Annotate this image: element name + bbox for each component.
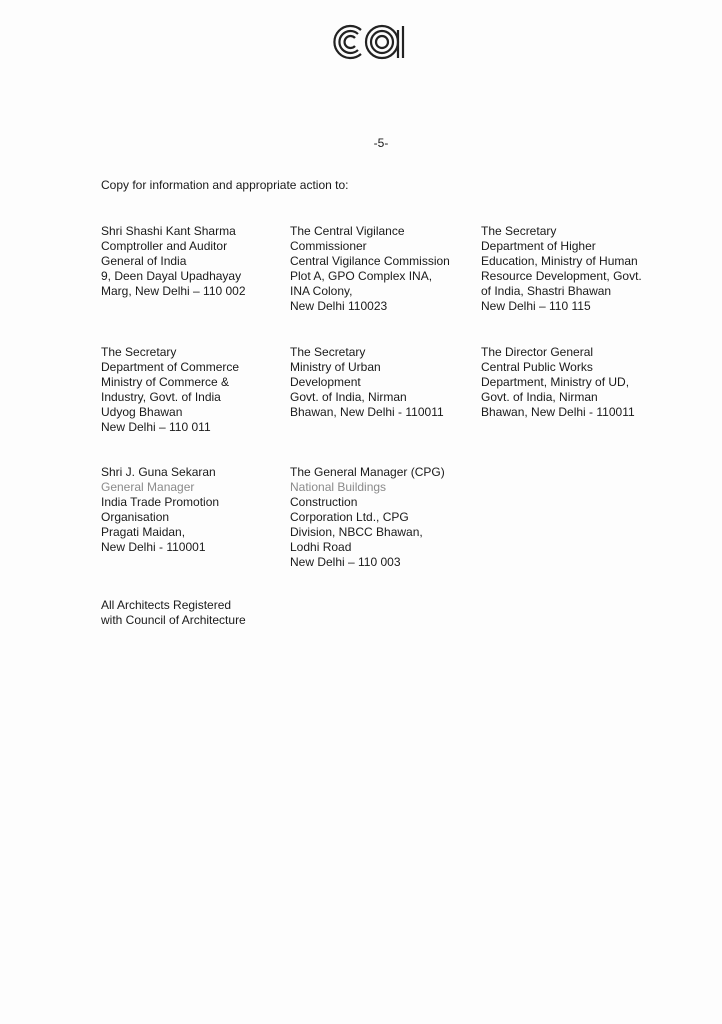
address-line: Central Vigilance Commission [290,254,450,268]
address-line: Organisation [101,510,170,524]
address-line: Comptroller and Auditor [101,239,228,253]
address-line: 9, Deen Dayal Upadhayay [101,269,242,283]
address-line: Lodhi Road [290,540,352,554]
page-number: -5- [373,136,389,150]
address-line: Education, Ministry of Human [481,254,638,268]
address-block-urban-development [290,345,444,420]
address-line: The Secretary [481,224,557,238]
address-line: New Delhi - 110001 [101,540,206,554]
address-block-cag [101,224,246,299]
address-line: Commissioner [290,239,367,253]
address-line: Marg, New Delhi – 110 002 [101,284,246,298]
address-line: Udyog Bhawan [101,405,183,419]
address-word: Higher [560,239,596,253]
address-word: Department [481,239,544,253]
address-line: New Delhi 110023 [290,299,388,313]
address-line: The Director General [481,345,594,359]
address-line-justified [481,239,657,254]
address-block-higher-education [481,224,657,314]
address-block-nbcc [290,465,445,570]
address-line: Plot A, GPO Complex INA, [290,269,433,283]
address-line: Ministry of Urban [290,360,381,374]
address-line: INA Colony, [290,284,353,298]
address-word: of [547,239,558,253]
intro-text: Copy for information and appropriate action to: [101,178,349,192]
address-line: Pragati Maidan, [101,525,186,539]
address-line: with Council of Architecture [101,613,246,627]
address-line: Bhawan, New Delhi - 110011 [481,405,635,419]
address-line: National Buildings [290,480,387,494]
address-line: General Manager [101,480,195,494]
address-line: Division, NBCC Bhawan, [290,525,423,539]
address-line: Bhawan, New Delhi - 110011 [290,405,444,419]
address-line: The Secretary [290,345,366,359]
address-line: Govt. of India, Nirman [290,390,407,404]
address-block-cvc [290,224,450,314]
address-line: New Delhi – 110 115 [481,299,591,313]
address-line: Shri J. Guna Sekaran [101,465,216,479]
address-line: General of India [101,254,187,268]
address-line: Resource Development, Govt. [481,269,642,283]
address-line: The General Manager (CPG) [290,465,445,479]
address-line: of India, Shastri Bhawan [481,284,612,298]
address-line: Department of Commerce [101,360,240,374]
address-line: New Delhi – 110 003 [290,555,401,569]
address-line: Corporation Ltd., CPG [290,510,409,524]
address-line: India Trade Promotion [101,495,220,509]
address-line: Development [290,375,361,389]
address-line: Central Public Works [481,360,593,374]
address-line: Shri Shashi Kant Sharma [101,224,236,238]
address-line: Ministry of Commerce & [101,375,230,389]
address-line: All Architects Registered [101,598,232,612]
address-block-itpo [101,465,219,555]
ca-logo-icon [327,20,407,64]
address-block-architects [101,598,246,628]
address-line: Industry, Govt. of India [101,390,221,404]
address-line: Construction [290,495,358,509]
address-line: The Secretary [101,345,177,359]
address-block-cpwd [481,345,635,420]
address-block-commerce [101,345,239,435]
address-line: Govt. of India, Nirman [481,390,598,404]
address-line: The Central Vigilance [290,224,405,238]
address-line: Department, Ministry of UD, [481,375,630,389]
address-line: New Delhi – 110 011 [101,420,211,434]
